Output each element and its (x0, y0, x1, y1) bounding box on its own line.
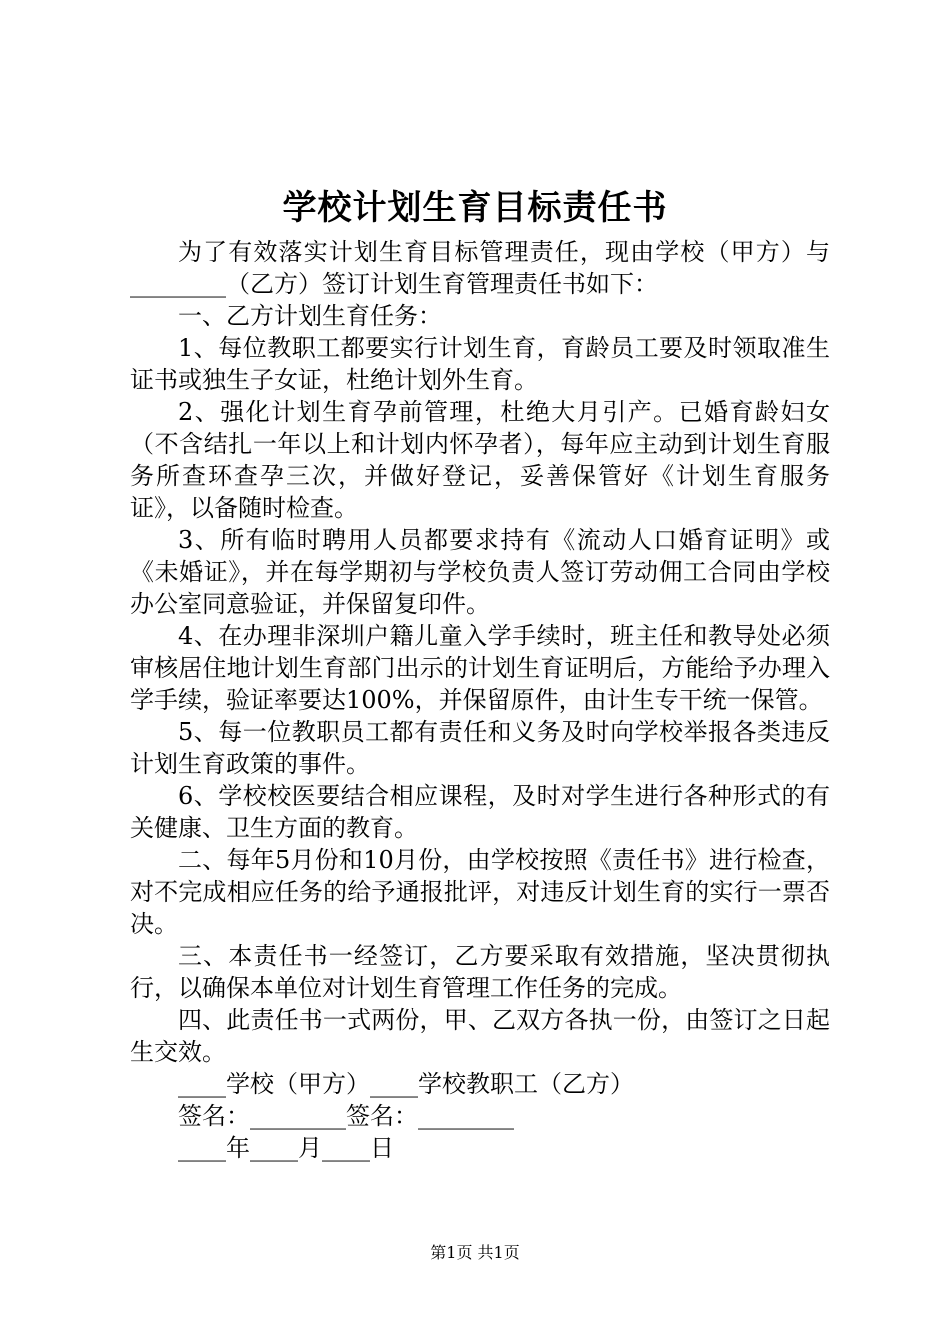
paragraph-item-3: 3、所有临时聘用人员都要求持有《流动人口婚育证明》或《未婚证》，并在每学期初与学校负责人签订劳动佣工合同由学校办公室同意验证，并保留复印件。 (130, 526, 830, 618)
paragraph-intro: 为了有效落实计划生育目标管理责任，现由学校（甲方）与________（乙方）签订计划生育管理责任书如下： (130, 238, 830, 298)
paragraph-item-4: 4、在办理非深圳户籍儿童入学手续时，班主任和教导处必须审核居住地计划生育部门出示的计划生育证明后，方能给予办理入学手续，验证率要达100%，并保留原件，由计生专干统一保管。 (130, 622, 830, 714)
document-title: 学校计划生育目标责任书 (282, 188, 668, 228)
signature-parties-line: ____学校（甲方）____学校教职工（乙方） (178, 1070, 634, 1098)
paragraph-section-4: 四、此责任书一式两份，甲、乙双方各执一份，由签订之日起生交效。 (130, 1006, 830, 1066)
paragraph-item-1: 1、每位教职工都要实行计划生育，育龄员工要及时领取准生证书或独生子女证，杜绝计划外生育。 (130, 334, 830, 394)
paragraph-section-2: 二、每年5月份和10月份，由学校按照《责任书》进行检查，对不完成相应任务的给予通报批评，对违反计划生育的实行一票否决。 (130, 846, 830, 938)
page-footer: 第1页 共1页 (430, 1243, 520, 1262)
paragraph-section-3: 三、本责任书一经签订，乙方要采取有效措施，坚决贯彻执行，以确保本单位对计划生育管理工作任务的完成。 (130, 942, 830, 1002)
signature-date-line: ____年____月____日 (178, 1134, 394, 1162)
paragraph-item-6: 6、学校校医要结合相应课程，及时对学生进行各种形式的有关健康、卫生方面的教育。 (130, 782, 830, 842)
signature-names-line: 签名：________签名：________ (178, 1102, 514, 1130)
paragraph-section-1-heading: 一、乙方计划生育任务： (178, 302, 442, 330)
document-body (130, 236, 830, 1164)
paragraph-item-2: 2、强化计划生育孕前管理，杜绝大月引产。已婚育龄妇女（不含结扎一年以上和计划内怀孕者），每年应主动到计划生育服务所查环查孕三次，并做好登记，妥善保管好《计划生育服务证》，以备随时检查。 (130, 398, 830, 522)
paragraph-item-5: 5、每一位教职员工都有责任和义务及时向学校举报各类违反计划生育政策的事件。 (130, 718, 830, 778)
